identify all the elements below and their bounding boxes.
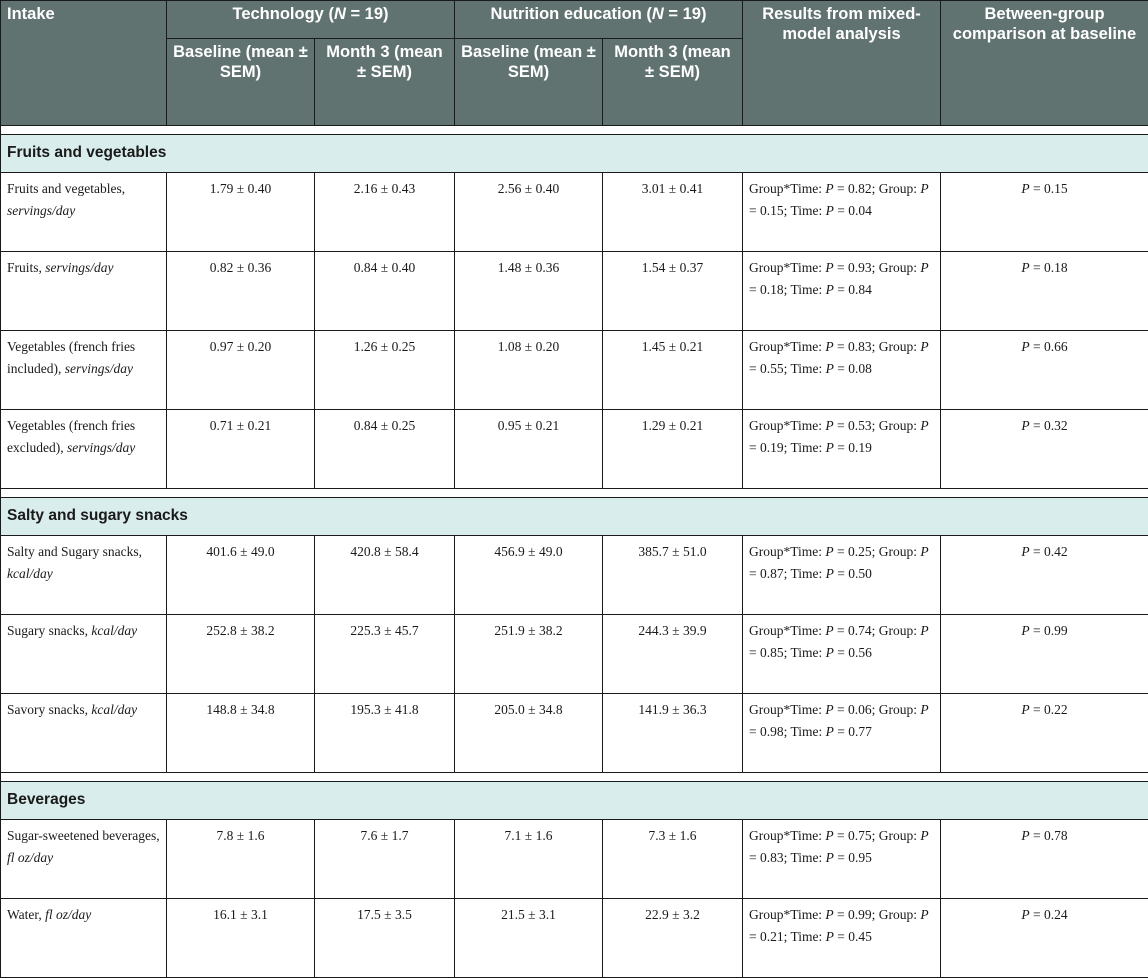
section-header [1, 498, 1148, 536]
row-label: Vegetables (french fries excluded), servings/day [1, 410, 167, 489]
row-label: Fruits and vegetables, servings/day [1, 173, 167, 252]
between-group-cell: P = 0.42 [941, 536, 1148, 615]
section-spacer [1, 489, 1148, 498]
row-label: Water, fl oz/day [1, 899, 167, 978]
tech-baseline-cell: 252.8 ± 38.2 [167, 615, 315, 694]
nut-month3-cell: 141.9 ± 36.3 [603, 694, 743, 773]
nut-month3-cell: 244.3 ± 39.9 [603, 615, 743, 694]
tech-month3-cell: 1.26 ± 0.25 [315, 331, 455, 410]
nut-baseline-cell: 251.9 ± 38.2 [455, 615, 603, 694]
section-title: Beverages [1, 782, 1148, 820]
between-group-cell: P = 0.22 [941, 694, 1148, 773]
nut-baseline-cell: 2.56 ± 0.40 [455, 173, 603, 252]
between-group-cell: P = 0.32 [941, 410, 1148, 489]
row-unit: fl oz/day [7, 850, 53, 865]
tech-month3-cell: 0.84 ± 0.25 [315, 410, 455, 489]
header-nut-baseline: Baseline (mean ± SEM) [455, 39, 603, 126]
section-header [1, 782, 1148, 820]
tech-month3-cell: 195.3 ± 41.8 [315, 694, 455, 773]
nut-month3-cell: 22.9 ± 3.2 [603, 899, 743, 978]
table-row [1, 252, 1148, 331]
row-label: Salty and Sugary snacks, kcal/day [1, 536, 167, 615]
nut-month3-cell: 385.7 ± 51.0 [603, 536, 743, 615]
row-unit: kcal/day [91, 623, 137, 638]
section-header [1, 135, 1148, 173]
row-unit: servings/day [45, 260, 113, 275]
nut-baseline-cell: 7.1 ± 1.6 [455, 820, 603, 899]
nut-baseline-cell: 205.0 ± 34.8 [455, 694, 603, 773]
header-results: Results from mixed-model analysis [743, 1, 941, 126]
row-unit: servings/day [65, 361, 133, 376]
tech-baseline-cell: 16.1 ± 3.1 [167, 899, 315, 978]
tech-baseline-cell: 0.71 ± 0.21 [167, 410, 315, 489]
section-title: Salty and sugary snacks [1, 498, 1148, 536]
mixed-model-cell: Group*Time: P = 0.53; Group: P = 0.19; Time: P = 0.19 [743, 410, 941, 489]
row-unit: kcal/day [7, 566, 53, 581]
nut-month3-cell: 1.54 ± 0.37 [603, 252, 743, 331]
table-row [1, 536, 1148, 615]
tech-month3-cell: 2.16 ± 0.43 [315, 173, 455, 252]
nut-month3-cell: 1.45 ± 0.21 [603, 331, 743, 410]
tech-month3-cell: 225.3 ± 45.7 [315, 615, 455, 694]
row-unit: kcal/day [91, 702, 137, 717]
header-intake: Intake [1, 1, 167, 126]
row-label: Vegetables (french fries included), servings/day [1, 331, 167, 410]
row-unit: servings/day [67, 440, 135, 455]
mixed-model-cell: Group*Time: P = 0.75; Group: P = 0.83; Time: P = 0.95 [743, 820, 941, 899]
between-group-cell: P = 0.18 [941, 252, 1148, 331]
nut-month3-cell: 7.3 ± 1.6 [603, 820, 743, 899]
row-unit: servings/day [7, 203, 75, 218]
header-between: Between-group comparison at baseline [941, 1, 1148, 126]
between-group-cell: P = 0.66 [941, 331, 1148, 410]
table-row [1, 694, 1148, 773]
tech-baseline-cell: 148.8 ± 34.8 [167, 694, 315, 773]
tech-baseline-cell: 0.97 ± 0.20 [167, 331, 315, 410]
row-label: Savory snacks, kcal/day [1, 694, 167, 773]
row-label: Fruits, servings/day [1, 252, 167, 331]
table-row [1, 331, 1148, 410]
mixed-model-cell: Group*Time: P = 0.82; Group: P = 0.15; Time: P = 0.04 [743, 173, 941, 252]
between-group-cell: P = 0.24 [941, 899, 1148, 978]
tech-baseline-cell: 401.6 ± 49.0 [167, 536, 315, 615]
header-nut-month3: Month 3 (mean ± SEM) [603, 39, 743, 126]
section-spacer [1, 126, 1148, 135]
header-technology: Technology (N = 19) [167, 1, 455, 39]
between-group-cell: P = 0.15 [941, 173, 1148, 252]
tech-month3-cell: 7.6 ± 1.7 [315, 820, 455, 899]
between-group-cell: P = 0.78 [941, 820, 1148, 899]
header-tech-month3: Month 3 (mean ± SEM) [315, 39, 455, 126]
nut-baseline-cell: 1.08 ± 0.20 [455, 331, 603, 410]
section-title: Fruits and vegetables [1, 135, 1148, 173]
table-row [1, 410, 1148, 489]
section-spacer [1, 773, 1148, 782]
tech-month3-cell: 0.84 ± 0.40 [315, 252, 455, 331]
row-label: Sugary snacks, kcal/day [1, 615, 167, 694]
table-row [1, 173, 1148, 252]
mixed-model-cell: Group*Time: P = 0.99; Group: P = 0.21; Time: P = 0.45 [743, 899, 941, 978]
mixed-model-cell: Group*Time: P = 0.74; Group: P = 0.85; Time: P = 0.56 [743, 615, 941, 694]
mixed-model-cell: Group*Time: P = 0.25; Group: P = 0.87; Time: P = 0.50 [743, 536, 941, 615]
mixed-model-cell: Group*Time: P = 0.06; Group: P = 0.98; Time: P = 0.77 [743, 694, 941, 773]
nut-baseline-cell: 1.48 ± 0.36 [455, 252, 603, 331]
tech-month3-cell: 420.8 ± 58.4 [315, 536, 455, 615]
tech-baseline-cell: 1.79 ± 0.40 [167, 173, 315, 252]
header-nutrition: Nutrition education (N = 19) [455, 1, 743, 39]
row-unit: fl oz/day [45, 907, 91, 922]
tech-baseline-cell: 7.8 ± 1.6 [167, 820, 315, 899]
between-group-cell: P = 0.99 [941, 615, 1148, 694]
row-label: Sugar-sweetened beverages, fl oz/day [1, 820, 167, 899]
nut-baseline-cell: 21.5 ± 3.1 [455, 899, 603, 978]
mixed-model-cell: Group*Time: P = 0.93; Group: P = 0.18; Time: P = 0.84 [743, 252, 941, 331]
nut-month3-cell: 3.01 ± 0.41 [603, 173, 743, 252]
tech-month3-cell: 17.5 ± 3.5 [315, 899, 455, 978]
table-row [1, 820, 1148, 899]
nut-baseline-cell: 456.9 ± 49.0 [455, 536, 603, 615]
table-row [1, 615, 1148, 694]
header-tech-baseline: Baseline (mean ± SEM) [167, 39, 315, 126]
mixed-model-cell: Group*Time: P = 0.83; Group: P = 0.55; Time: P = 0.08 [743, 331, 941, 410]
nut-month3-cell: 1.29 ± 0.21 [603, 410, 743, 489]
table-row [1, 899, 1148, 978]
table-body [1, 126, 1148, 978]
nut-baseline-cell: 0.95 ± 0.21 [455, 410, 603, 489]
tech-baseline-cell: 0.82 ± 0.36 [167, 252, 315, 331]
